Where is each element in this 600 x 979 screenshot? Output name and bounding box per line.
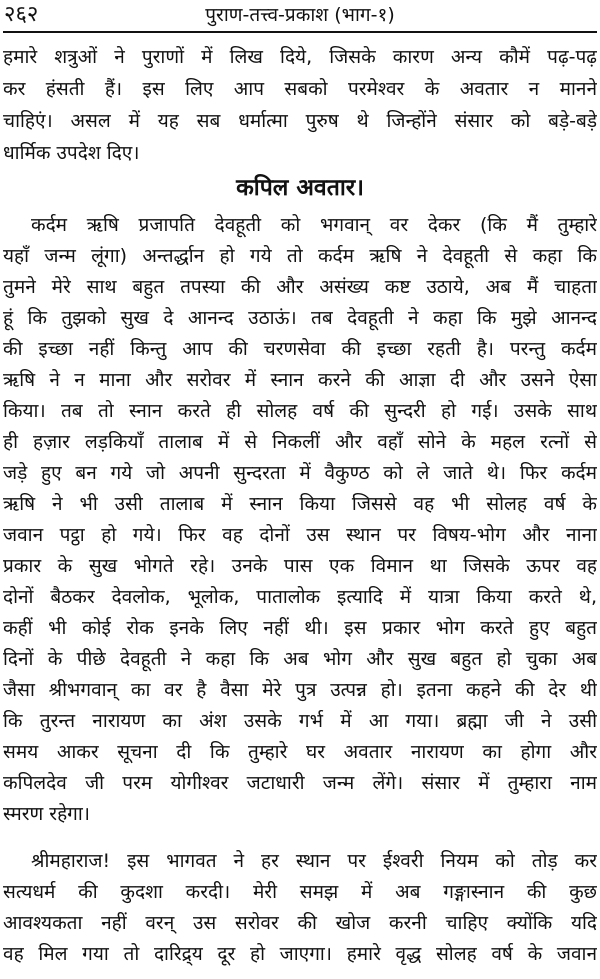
text-line: जवान पट्ठा हो गये। फिर वह दोनों उस स्थान पर विषय-भोग और नाना: [3, 524, 597, 546]
text-line: कपिलदेव जी परम योगीश्वर जटाधारी जन्म लेंगे। संसार में तुम्हारा नाम: [3, 772, 597, 794]
text-line: चाहिएं। असल में यह सब धर्मात्मा पुरुष थे जिन्होंने संसार को बड़े-बड़े: [3, 110, 597, 132]
text-line: हमारे शत्रुओं ने पुराणों में लिख दिये, जिसके कारण अन्य कौमें पढ़-पढ़: [3, 46, 597, 68]
text-line: ही हज़ार लड़कियाँ तालाब में से निकलीं और वहाँ सोने के महल रत्नों से: [3, 431, 597, 453]
text-line: ऋषि ने न माना और सरोवर में स्नान करने की आज्ञा दी और उसने ऐसा: [3, 369, 597, 391]
text-line: दिनों के पीछे देवहूती ने कहा कि अब भोग और सुख बहुत हो चुका अब: [3, 648, 597, 670]
text-line: यहाँ जन्म लूंगा) अन्तर्द्धान हो गये तो कर्दम ऋषि ने देवहूती से कहा कि: [3, 245, 597, 267]
text-line: कर्दम ऋषि प्रजापति देवहूती को भगवान् वर देकर (कि मैं तुम्हारे: [31, 214, 597, 236]
text-line: तुमने मेरे साथ बहुत तपस्या की और असंख्य कष्ट उठाये, अब मैं चाहता: [3, 276, 597, 298]
text-line: समय आकर सूचना दी कि तुम्हारे घर अवतार नारायण का होगा और: [3, 741, 597, 763]
section-heading: कपिल अवतार।: [236, 175, 364, 201]
text-line: स्मरण रहेगा।: [3, 803, 90, 825]
running-title: पुराण-तत्त्व-प्रकाश (भाग-१): [205, 4, 395, 26]
header-rule: [3, 31, 597, 33]
text-line: कि तुरन्त नारायण का अंश उसके गर्भ में आ गया। ब्रह्मा जी ने उसी: [3, 710, 597, 732]
text-line: कर हंसती हैं। इस लिए आप सबको परमेश्वर के अवतार न मानने: [3, 78, 597, 100]
text-line: सत्यधर्म की कुदशा करदी। मेरी समझ में अब गङ्गास्नान की कुछ: [3, 881, 597, 903]
text-line: हूं कि तुझको सुख दे आनन्द उठाऊं। तब देवहूती ने कहा कि मुझे आनन्द: [3, 307, 597, 329]
text-line: कहीं भी कोई रोक इनके लिए नहीं थी। इस प्रकार भोग करते हुए बहुत: [3, 617, 597, 639]
text-line: जैसा श्रीभगवान् का वर है वैसा मेरे पुत्र उत्पन्न हो। इतना कहने की देर थी: [3, 679, 597, 701]
text-line: की इच्छा नहीं किन्तु आप की चरणसेवा की इच्छा रहती है। परन्तु कर्दम: [3, 338, 597, 360]
text-line: वह मिल गया तो दारिद्र्य दूर हो जाएगा। हमारे वृद्ध सोलह वर्ष के जवान: [3, 943, 597, 965]
text-line: श्रीमहाराज! इस भागवत ने हर स्थान पर ईश्वरी नियम को तोड़ कर: [31, 850, 597, 872]
text-line: दोनों बैठकर देवलोक, भूलोक, पातालोक इत्यादि में यात्रा किया करते थे,: [3, 586, 597, 608]
text-line: धार्मिक उपदेश दिए।: [3, 142, 140, 164]
text-line: प्रकार के सुख भोगते रहे। उनके पास एक विमान था जिसके ऊपर वह: [3, 555, 597, 577]
text-line: आवश्यकता नहीं वरन् उस सरोवर की खोज करनी चाहिए क्योंकि यदि: [3, 912, 597, 934]
page-number: २६२: [4, 2, 39, 27]
page-header: [0, 0, 600, 32]
text-line: जड़े हुए बन गये जो अपनी सुन्दरता में वैकुण्ठ को ले जाते थे। फिर कर्दम: [3, 462, 597, 484]
text-line: ऋषि ने भी उसी तालाब में स्नान किया जिससे वह भी सोलह वर्ष के: [3, 493, 597, 515]
text-line: किया। तब तो स्नान करते ही सोलह वर्ष की सुन्दरी हो गई। उसके साथ: [3, 400, 597, 422]
